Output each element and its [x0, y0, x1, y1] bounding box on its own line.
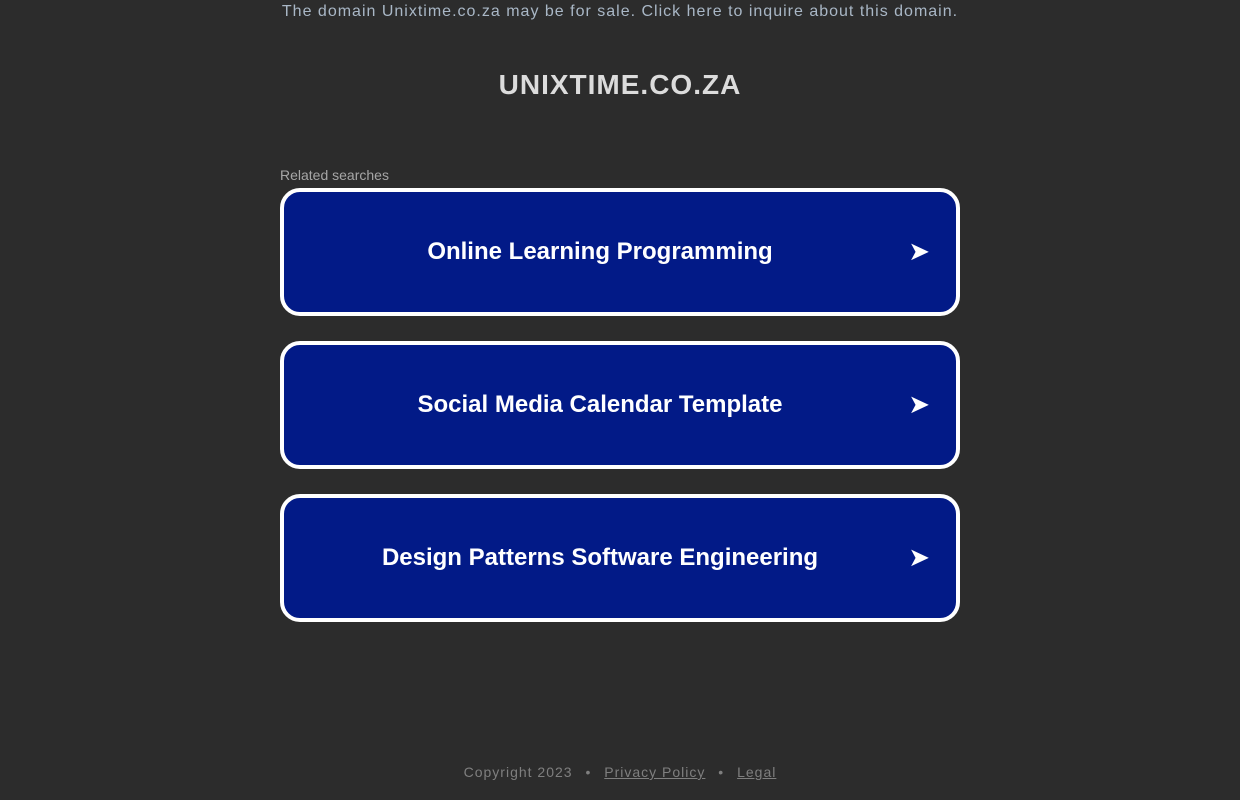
copyright-text: Copyright 2023: [463, 764, 573, 780]
related-search-label: Social Media Calendar Template: [417, 391, 783, 418]
arrow-right-icon: ➤: [908, 543, 930, 573]
related-search-label: Design Patterns Software Engineering: [381, 544, 819, 571]
domain-sale-banner-link[interactable]: The domain Unixtime.co.za may be for sale. Click here to inquire about this domain.: [281, 3, 959, 20]
footer-separator: •: [585, 764, 592, 780]
privacy-policy-link[interactable]: Privacy Policy: [604, 764, 706, 780]
arrow-right-icon: ➤: [908, 237, 930, 267]
arrow-right-icon: ➤: [908, 390, 930, 420]
related-searches-list: [280, 188, 960, 647]
related-searches-label: Related searches: [280, 167, 389, 183]
legal-link[interactable]: Legal: [737, 764, 777, 780]
footer: [0, 762, 1240, 782]
domain-title: UNIXTIME.CO.ZA: [498, 69, 742, 100]
related-search-label: Online Learning Programming: [427, 238, 773, 265]
related-search-button[interactable]: [280, 188, 960, 316]
related-search-button[interactable]: [280, 341, 960, 469]
footer-separator: •: [718, 764, 725, 780]
related-search-button[interactable]: [280, 494, 960, 622]
